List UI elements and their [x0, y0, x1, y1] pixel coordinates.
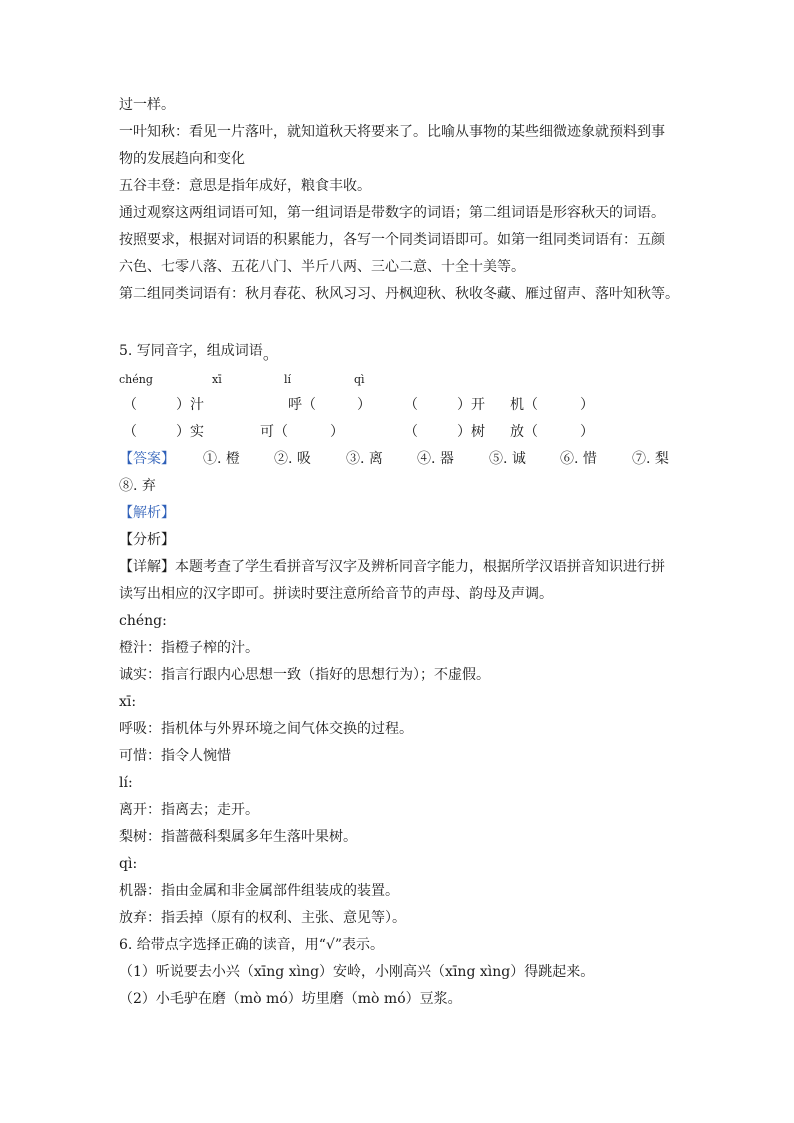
explanation-line: 橙汁：指橙子榨的汁。 — [119, 640, 259, 656]
paragraph-line: 第二组同类词语有：秋月春花、秋风习习、丹枫迎秋、秋收冬藏、雁过留声、落叶知秋等。 — [119, 286, 679, 302]
answer-label: 【答案】 — [119, 451, 175, 467]
word-ending: ）开 — [457, 397, 485, 413]
pinyin-xi: xī — [212, 373, 222, 386]
explanation-line: 梨树：指蔷薇科梨属多年生落叶果树。 — [119, 829, 357, 845]
question-title-text: 5. 写同音字，组成词语 — [119, 343, 263, 359]
explanation-line: 机器：指由金属和非金属部件组装成的装置。 — [119, 883, 399, 899]
paragraph-line: 过一样。 — [119, 97, 175, 113]
pinyin-cheng: chéng — [119, 373, 153, 386]
explanation-line: 呼吸：指机体与外界环境之间气体交换的过程。 — [119, 721, 413, 737]
question-5-title — [119, 340, 279, 361]
answer-item: ④. 器 — [417, 451, 454, 467]
explanation-heading: lí: — [119, 775, 133, 791]
question-6-item: （2）小毛驴在磨（mò mó）坊里磨（mò mó）豆浆。 — [119, 991, 462, 1007]
paragraph-line: 五谷丰登：意思是指年成好，粮食丰收。 — [119, 178, 371, 194]
paragraph-line: 六色、七零八落、五花八门、半斤八两、三心二意、十全十美等。 — [119, 259, 525, 275]
explanation-line: 放弃：指丢掉（原有的权利、主张、意见等）。 — [119, 910, 406, 926]
explanation-heading: chéng: — [119, 613, 167, 629]
fenxi-label: 【分析】 — [119, 532, 175, 548]
blank-close: ） — [580, 424, 594, 440]
question-6-item: （1）听说要去小兴（xīng xìng）安岭，小刚高兴（xīng xìng）得跳起来。 — [119, 964, 595, 980]
detail-line — [119, 557, 665, 577]
blank-close: ） — [580, 397, 594, 413]
paragraph-line: 通过观察这两组词语可知，第一组词语是带数字的词语；第二组词语是形容秋天的词语。 — [119, 205, 665, 221]
word-start: 可（ — [260, 424, 288, 440]
blank-open: （ — [404, 397, 418, 413]
paragraph-line: 按照要求，根据对词语的积累能力，各写一个同类词语即可。如第一组同类词语有：五颜 — [119, 232, 665, 248]
blank-close: ） — [357, 397, 371, 413]
explanation-heading: xī: — [119, 694, 137, 710]
explanation-heading: qì: — [119, 856, 138, 872]
answer-item: ②. 吸 — [274, 451, 311, 467]
explanation-line: 离开：指离去；走开。 — [119, 802, 259, 818]
word-start: 呼（ — [288, 397, 316, 413]
answer-item: ③. 离 — [346, 451, 383, 467]
paragraph-line: 一叶知秋：看见一片落叶，就知道秋天将要来了。比喻从事物的某些细微迹象就预料到事 — [119, 124, 665, 140]
word-ending: ）汁 — [176, 397, 204, 413]
detail-label: 【详解】 — [119, 559, 175, 575]
blank-close: ） — [330, 424, 344, 440]
word-ending: ）树 — [457, 424, 485, 440]
explanation-line: 可惜：指令人惋惜 — [119, 748, 231, 764]
analysis-label: 【解析】 — [119, 505, 175, 521]
title-mark: 。 — [262, 344, 279, 363]
detail-text: 本题考查了学生看拼音写汉字及辨析同音字能力，根据所学汉语拼音知识进行拼 — [175, 559, 665, 575]
paragraph-line: 物的发展趋向和变化 — [119, 151, 245, 167]
word-start: 放（ — [510, 424, 538, 440]
answer-item: ⑦. 梨 — [632, 451, 669, 467]
pinyin-li: lí — [284, 373, 292, 386]
word-start: 机（ — [510, 397, 538, 413]
blank-open: （ — [123, 424, 137, 440]
explanation-line: 诚实：指言行跟内心思想一致（指好的思想行为）；不虚假。 — [119, 667, 490, 683]
answer-item: ⑥. 惜 — [560, 451, 597, 467]
detail-line: 读写出相应的汉字即可。拼读时要注意所给音节的声母、韵母及声调。 — [119, 586, 553, 602]
pinyin-qi: qì — [354, 373, 365, 386]
question-6-title: 6. 给带点字选择正确的读音，用“√”表示。 — [119, 937, 385, 953]
blank-open: （ — [123, 397, 137, 413]
answer-item: ⑧. 弃 — [119, 478, 156, 494]
answer-item: ①. 橙 — [203, 451, 240, 467]
answer-item: ⑤. 诚 — [489, 451, 526, 467]
blank-open: （ — [404, 424, 418, 440]
word-ending: ）实 — [176, 424, 204, 440]
